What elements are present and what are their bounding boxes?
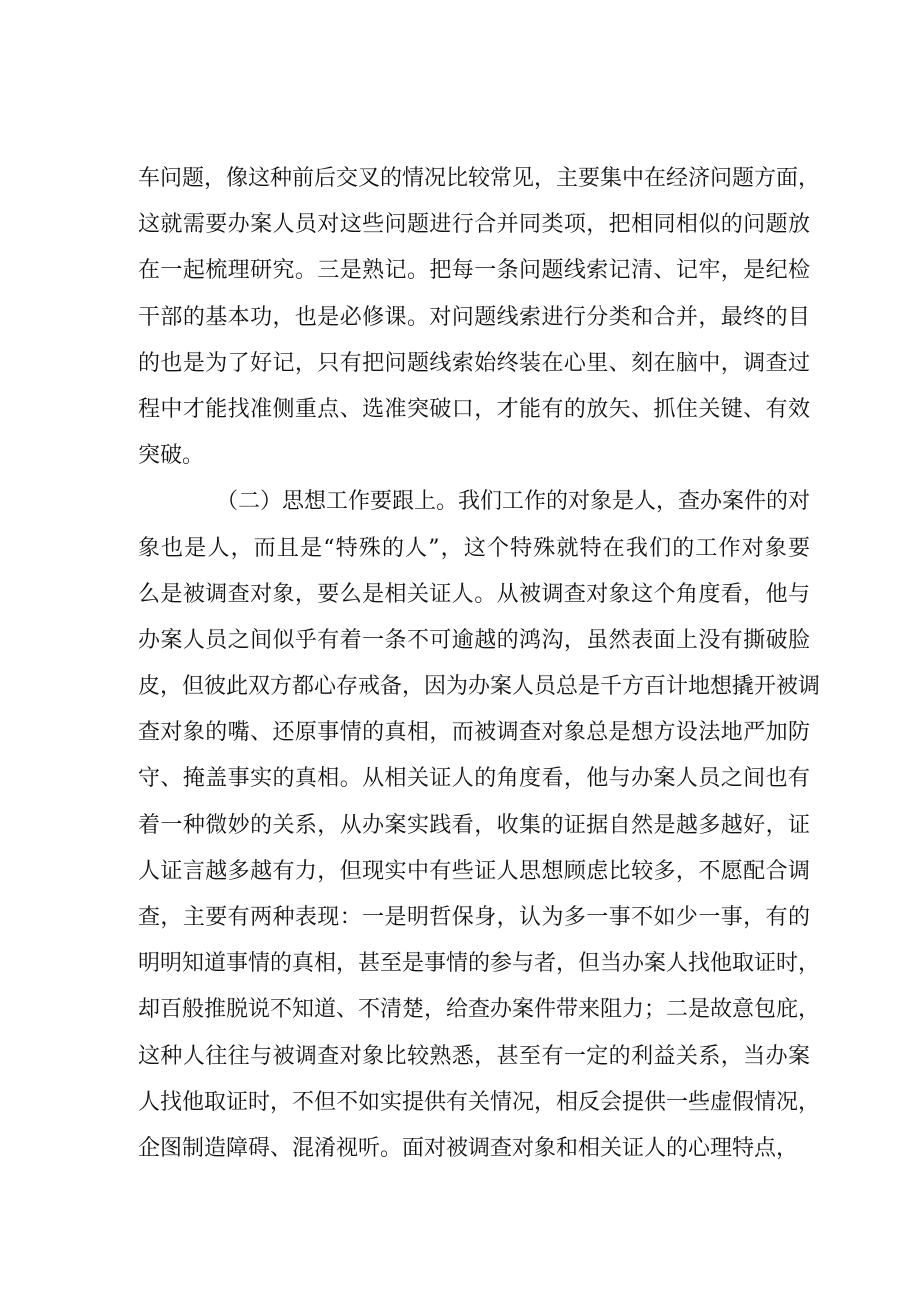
- text-line: 象也是人，而且是“特殊的人”，这个特殊就特在我们的工作对象要: [138, 535, 810, 561]
- text-line: 查，主要有两种表现：一是明哲保身，认为多一事不如少一事，有的: [138, 905, 810, 930]
- text-line: 这就需要办案人员对这些问题进行合并同类项，把相同相似的问题放: [138, 212, 810, 238]
- text-line: 着一种微妙的关系，从办案实践看，收集的证据自然是越多越好，证: [138, 812, 810, 838]
- text-line: 突破。: [138, 443, 205, 469]
- text-line: 查对象的嘴、还原事情的真相，而被调查对象总是想方设法地严加防: [138, 720, 810, 746]
- text-line: 的也是为了好记，只有把问题线索始终装在心里、刻在脑中，调查过: [138, 350, 810, 376]
- text-line: 车问题，像这种前后交叉的情况比较常见，主要集中在经济问题方面，: [138, 166, 821, 191]
- text-line: 却百般推脱说不知道、不清楚，给查办案件带来阻力；二是故意包庇，: [138, 997, 821, 1023]
- text-line: 明明知道事情的真相，甚至是事情的参与者，但当办案人找他取证时，: [138, 951, 821, 977]
- text-line: 办案人员之间似乎有着一条不可逾越的鸿沟，虽然表面上没有撕破脸: [138, 627, 810, 653]
- text-line: （二）思想工作要跟上。我们工作的对象是人，查办案件的对: [216, 489, 811, 515]
- text-line: 皮，但彼此双方都心存戒备，因为办案人员总是千方百计地想撬开被调: [138, 674, 821, 700]
- paragraph-2: [138, 479, 821, 1172]
- text-line: 人证言越多越有力，但现实中有些证人思想顾虑比较多，不愿配合调: [138, 858, 810, 884]
- text-line: 干部的基本功，也是必修课。对问题线索进行分类和合并，最终的目: [138, 304, 810, 330]
- paragraph-1: [138, 156, 821, 479]
- text-line: 人找他取证时，不但不如实提供有关情况，相反会提供一些虚假情况，: [138, 1089, 821, 1115]
- text-line: 在一起梳理研究。三是熟记。把每一条问题线索记清、记牢，是纪检: [138, 258, 810, 284]
- text-line: 这种人往往与被调查对象比较熟悉，甚至有一定的利益关系，当办案: [138, 1043, 810, 1069]
- text-line: 守、掩盖事实的真相。从相关证人的角度看，他与办案人员之间也有: [138, 766, 810, 792]
- text-line: 企图制造障碍、混淆视听。面对被调查对象和相关证人的心理特点，: [138, 1135, 799, 1161]
- document-body: [138, 156, 821, 1172]
- text-line: 程中才能找准侧重点、选准突破口，才能有的放矢、抓住关键、有效: [138, 396, 810, 422]
- text-line: 么是被调查对象，要么是相关证人。从被调查对象这个角度看，他与: [138, 581, 810, 607]
